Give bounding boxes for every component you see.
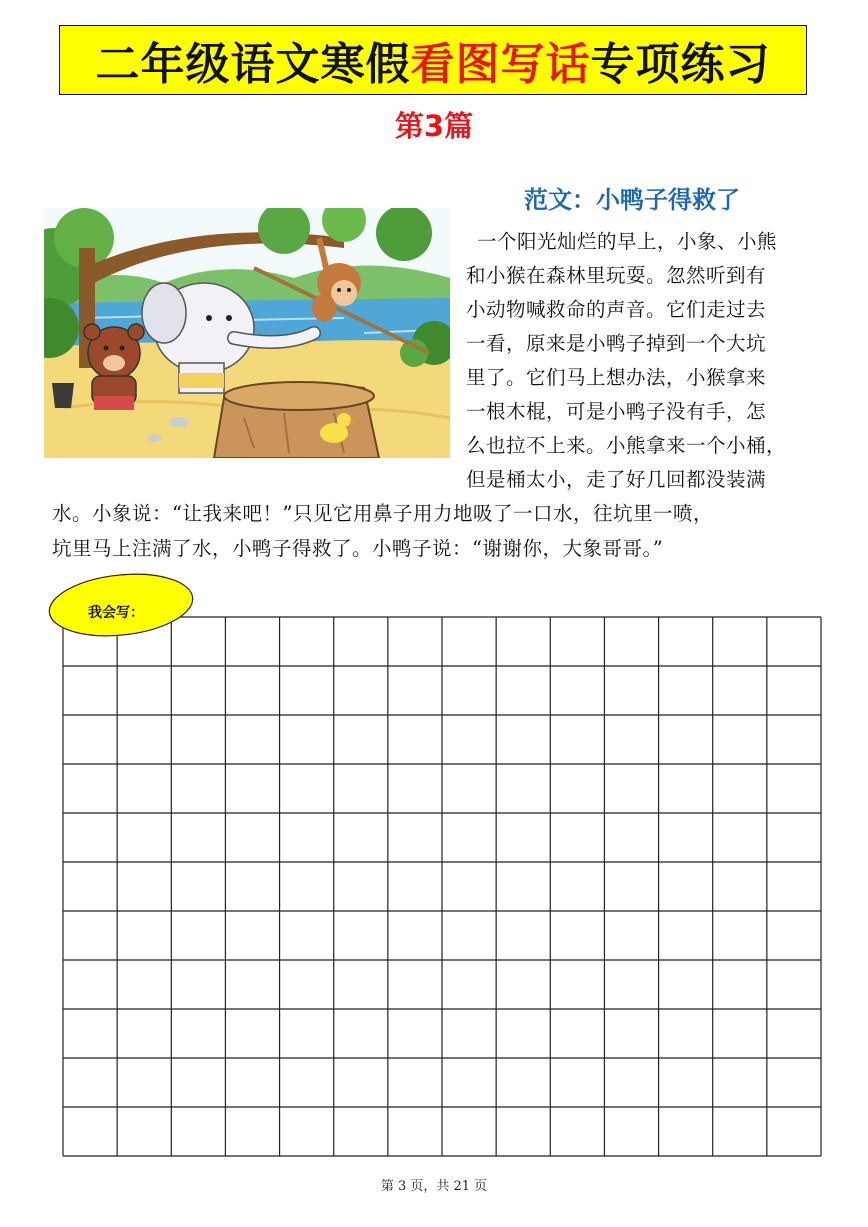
title-text-part2: 专项练习 [590, 39, 771, 90]
page-number: 第 3 页，共 21 页 [380, 1179, 488, 1194]
essay-line: 坑里马上注满了水，小鸭子得救了。小鸭子说：“谢谢你，大象哥哥。” [52, 537, 664, 560]
essay-line: 里了。它们马上想办法，小猴拿来 [466, 366, 767, 389]
writing-label: 我会写： [88, 605, 144, 621]
essay-title: 范文：小鸭子得救了 [524, 185, 740, 214]
lesson-number: 第3篇 [394, 109, 474, 143]
essay-line: 但是桶太小，走了好几回都没装满 [466, 468, 767, 491]
essay-line: 水。小象说：“让我来吧！”只见它用鼻子用力地吸了一口水，往坑里一喷， [52, 502, 713, 525]
essay-line: 一看，原来是小鸭子掉到一个大坑 [466, 332, 767, 355]
essay-line: 小动物喊救命的声音。它们走过去 [466, 298, 767, 321]
essay-line: 一个阳光灿烂的早上，小象、小熊 [477, 230, 778, 253]
essay-line: 一根木棍，可是小鸭子没有手，怎 [466, 400, 767, 423]
title-text-highlight: 看图写话 [410, 39, 591, 90]
essay-line: 么也拉不上来。小熊拿来一个小桶， [466, 434, 787, 457]
title-text-part1: 二年级语文寒假 [95, 39, 411, 90]
essay-line: 和小猴在森林里玩耍。忽然听到有 [466, 264, 767, 287]
